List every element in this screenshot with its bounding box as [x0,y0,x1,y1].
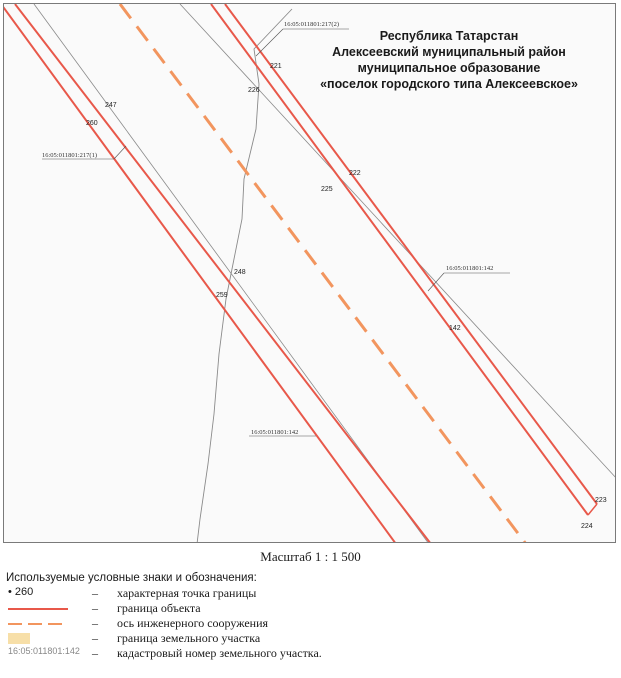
legend-dash: – [92,601,98,615]
title-line-2: Алексеевский муниципальный район [332,45,566,59]
title-line-1: Республика Татарстан [379,29,519,43]
point-label-247: 247 [105,102,117,109]
legend-symbol-object-boundary [8,601,78,616]
boundary-end-connector [588,504,597,515]
point-label-223: 223 [595,497,607,504]
legend-row-parcel-boundary [6,631,616,646]
legend [6,572,616,661]
point-label-224: 224 [581,523,593,530]
scale-label: Масштаб 1 : 1 500 [260,549,361,564]
cadastral-label-142-upper: 16:05:011801:142 [446,265,494,272]
legend-symbol-parcel-boundary [8,631,78,646]
point-label-225: 225 [321,186,333,193]
legend-dash: – [92,631,98,645]
map-frame [3,3,616,543]
legend-dash: – [92,646,98,660]
point-label-260: 260 [86,120,98,127]
legend-dash: – [92,616,98,630]
point-label-259: 259 [216,292,228,299]
legend-row-axis [6,616,616,631]
legend-row-cadastral [6,646,616,661]
point-label-226: 226 [248,87,260,94]
legend-text-cadastral: кадастровый номер земельного участка. [117,646,322,660]
point-label-248: 248 [234,269,246,276]
title-block [304,28,594,92]
leader-217-1 [114,146,126,159]
point-label-221: 221 [270,63,282,70]
legend-dash: – [92,586,98,600]
wandering-boundary-line [197,9,292,543]
legend-symbol-cadastral: 16:05:011801:142 [8,646,80,656]
legend-text-object-boundary: граница объекта [117,601,201,615]
legend-text-point: характерная точка границы [117,586,257,600]
legend-row-object-boundary [6,601,616,616]
legend-symbol-point: • 260 [8,586,34,598]
title-line-4: «поселок городского типа Алексеевское» [320,77,578,91]
legend-text-axis: ось инженерного сооружения [117,616,269,630]
point-label-142: 142 [449,325,461,332]
legend-symbol-axis [8,616,78,631]
cadastral-label-217-1: 16:05:011801:217(1) [42,152,98,159]
legend-title: Используемые условные знаки и обозначения: [6,572,257,584]
legend-row-point [6,586,616,601]
cadastral-label-142-lower: 16:05:011801:142 [251,429,299,436]
point-label-222: 222 [349,170,361,177]
cadastral-label-217-2: 16:05:011801:217(2) [284,21,340,28]
legend-text-parcel-boundary: граница земельного участка [117,631,261,645]
title-line-3: муниципальное образование [357,61,541,75]
